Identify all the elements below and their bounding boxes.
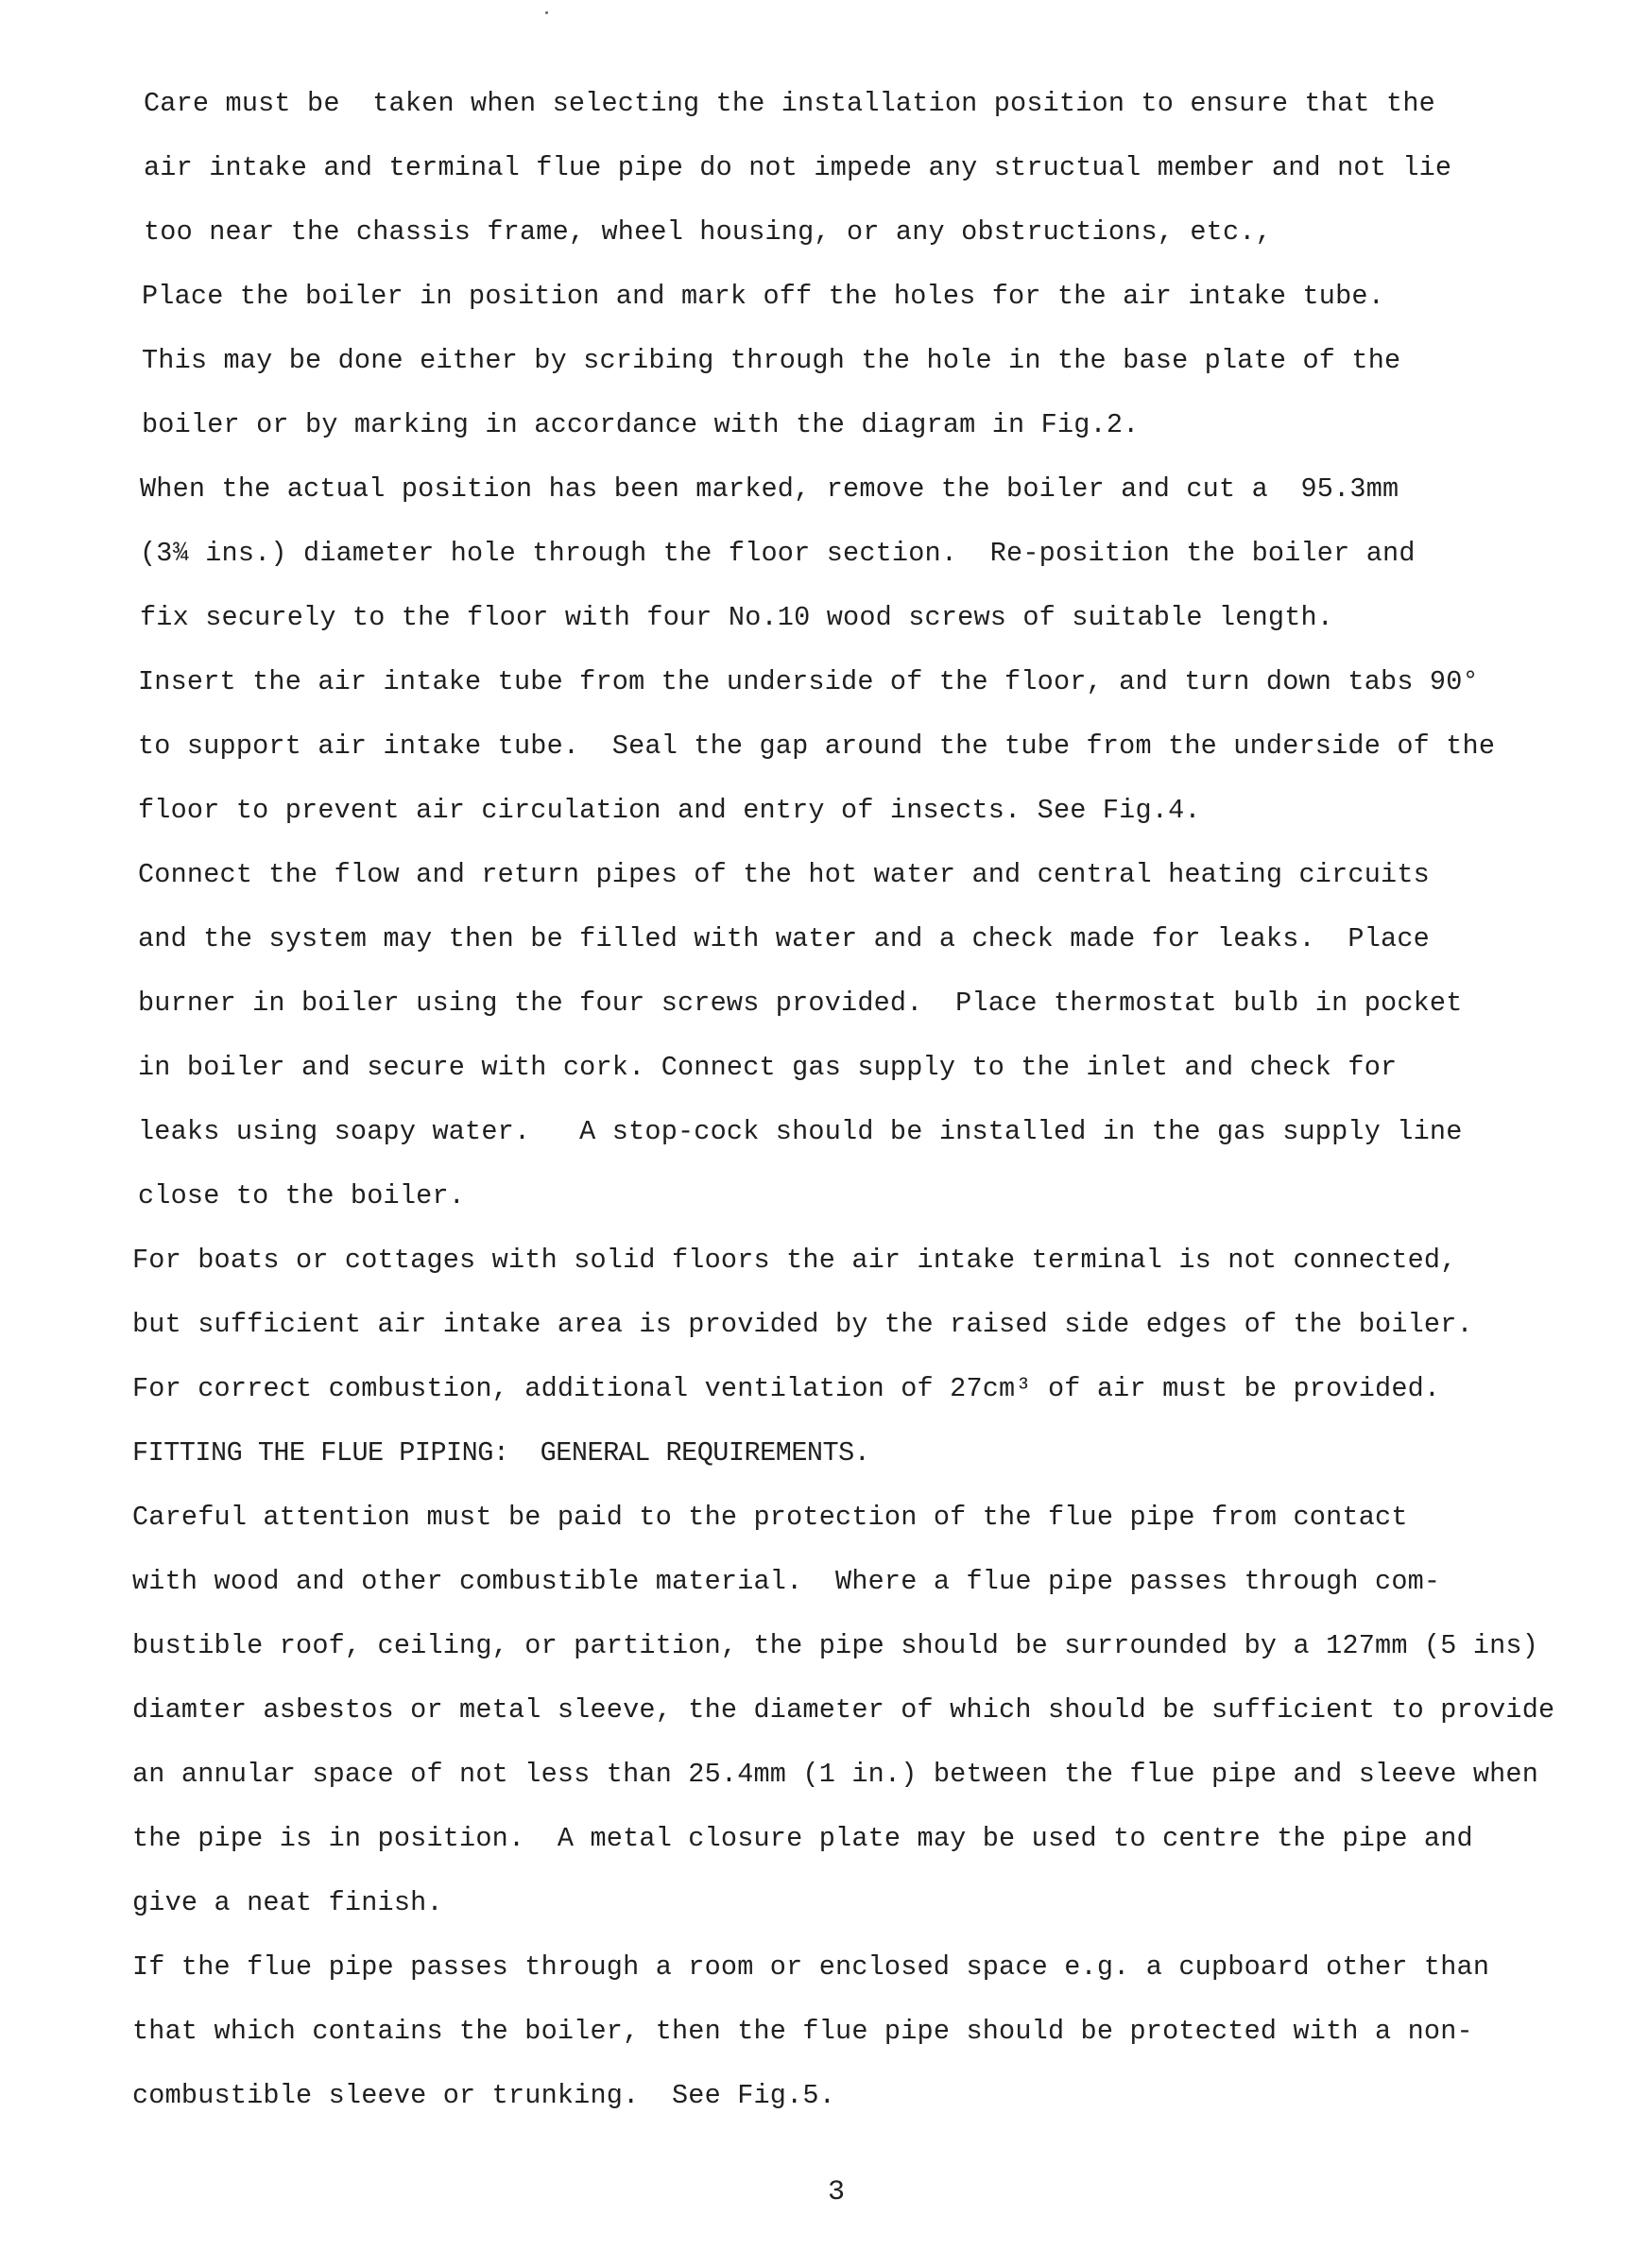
text-line: (3¾ ins.) diameter hole through the floor section. Re-position the boiler and bbox=[140, 538, 1416, 569]
text-line: diamter asbestos or metal sleeve, the diameter of which should be sufficient to provide bbox=[132, 1694, 1555, 1726]
text-line: Insert the air intake tube from the underside of the floor, and turn down tabs 90° bbox=[138, 666, 1479, 697]
text-line: floor to prevent air circulation and entry of insects. See Fig.4. bbox=[138, 795, 1201, 826]
text-line: give a neat finish. bbox=[132, 1887, 443, 1918]
text-line: but sufficient air intake area is provided by the raised side edges of the boiler. bbox=[132, 1309, 1473, 1340]
text-line: For boats or cottages with solid floors the air intake terminal is not connected, bbox=[132, 1245, 1457, 1276]
text-line: to support air intake tube. Seal the gap around the tube from the underside of the bbox=[138, 730, 1496, 762]
section-heading: FITTING THE FLUE PIPING: GENERAL REQUIREMENTS. bbox=[132, 1437, 870, 1469]
text-line: too near the chassis frame, wheel housing, or any obstructions, etc., bbox=[144, 216, 1272, 248]
text-line: boiler or by marking in accordance with the diagram in Fig.2. bbox=[142, 409, 1140, 440]
text-line: the pipe is in position. A metal closure plate may be used to centre the pipe and bbox=[132, 1823, 1473, 1854]
text-line: fix securely to the floor with four No.10 wood screws of suitable length. bbox=[140, 602, 1334, 633]
text-line: For correct combustion, additional ventilation of 27cm³ of air must be provided. bbox=[132, 1373, 1441, 1404]
scan-speck bbox=[545, 11, 548, 14]
text-line: Connect the flow and return pipes of the hot water and central heating circuits bbox=[138, 859, 1430, 890]
page-number: 3 bbox=[828, 2176, 846, 2208]
text-line: and the system may then be filled with water and a check made for leaks. Place bbox=[138, 923, 1430, 954]
text-line: air intake and terminal flue pipe do not impede any structual member and not lie bbox=[144, 152, 1452, 183]
text-line: bustible roof, ceiling, or partition, the pipe should be surrounded by a 127mm (5 ins) bbox=[132, 1630, 1539, 1661]
text-line: in boiler and secure with cork. Connect gas supply to the inlet and check for bbox=[138, 1052, 1398, 1083]
text-line: an annular space of not less than 25.4mm (1 in.) between the flue pipe and sleeve when bbox=[132, 1759, 1539, 1790]
text-line: Careful attention must be paid to the protection of the flue pipe from contact bbox=[132, 1502, 1408, 1533]
text-line: Care must be taken when selecting the installation position to ensure that the bbox=[144, 88, 1435, 119]
text-line: Place the boiler in position and mark off the holes for the air intake tube. bbox=[142, 281, 1385, 312]
text-line: that which contains the boiler, then the flue pipe should be protected with a non- bbox=[132, 2016, 1473, 2047]
text-line: burner in boiler using the four screws provided. Place thermostat bulb in pocket bbox=[138, 988, 1463, 1019]
text-line: If the flue pipe passes through a room or enclosed space e.g. a cupboard other than bbox=[132, 1951, 1490, 1983]
text-line: This may be done either by scribing through the hole in the base plate of the bbox=[142, 345, 1401, 376]
text-line: leaks using soapy water. A stop-cock should be installed in the gas supply line bbox=[138, 1116, 1463, 1147]
text-line: When the actual position has been marked, remove the boiler and cut a 95.3mm bbox=[140, 473, 1399, 505]
text-line: combustible sleeve or trunking. See Fig.5. bbox=[132, 2080, 836, 2111]
text-line: close to the boiler. bbox=[138, 1180, 466, 1211]
text-line: with wood and other combustible material. Where a flue pipe passes through com- bbox=[132, 1566, 1441, 1597]
